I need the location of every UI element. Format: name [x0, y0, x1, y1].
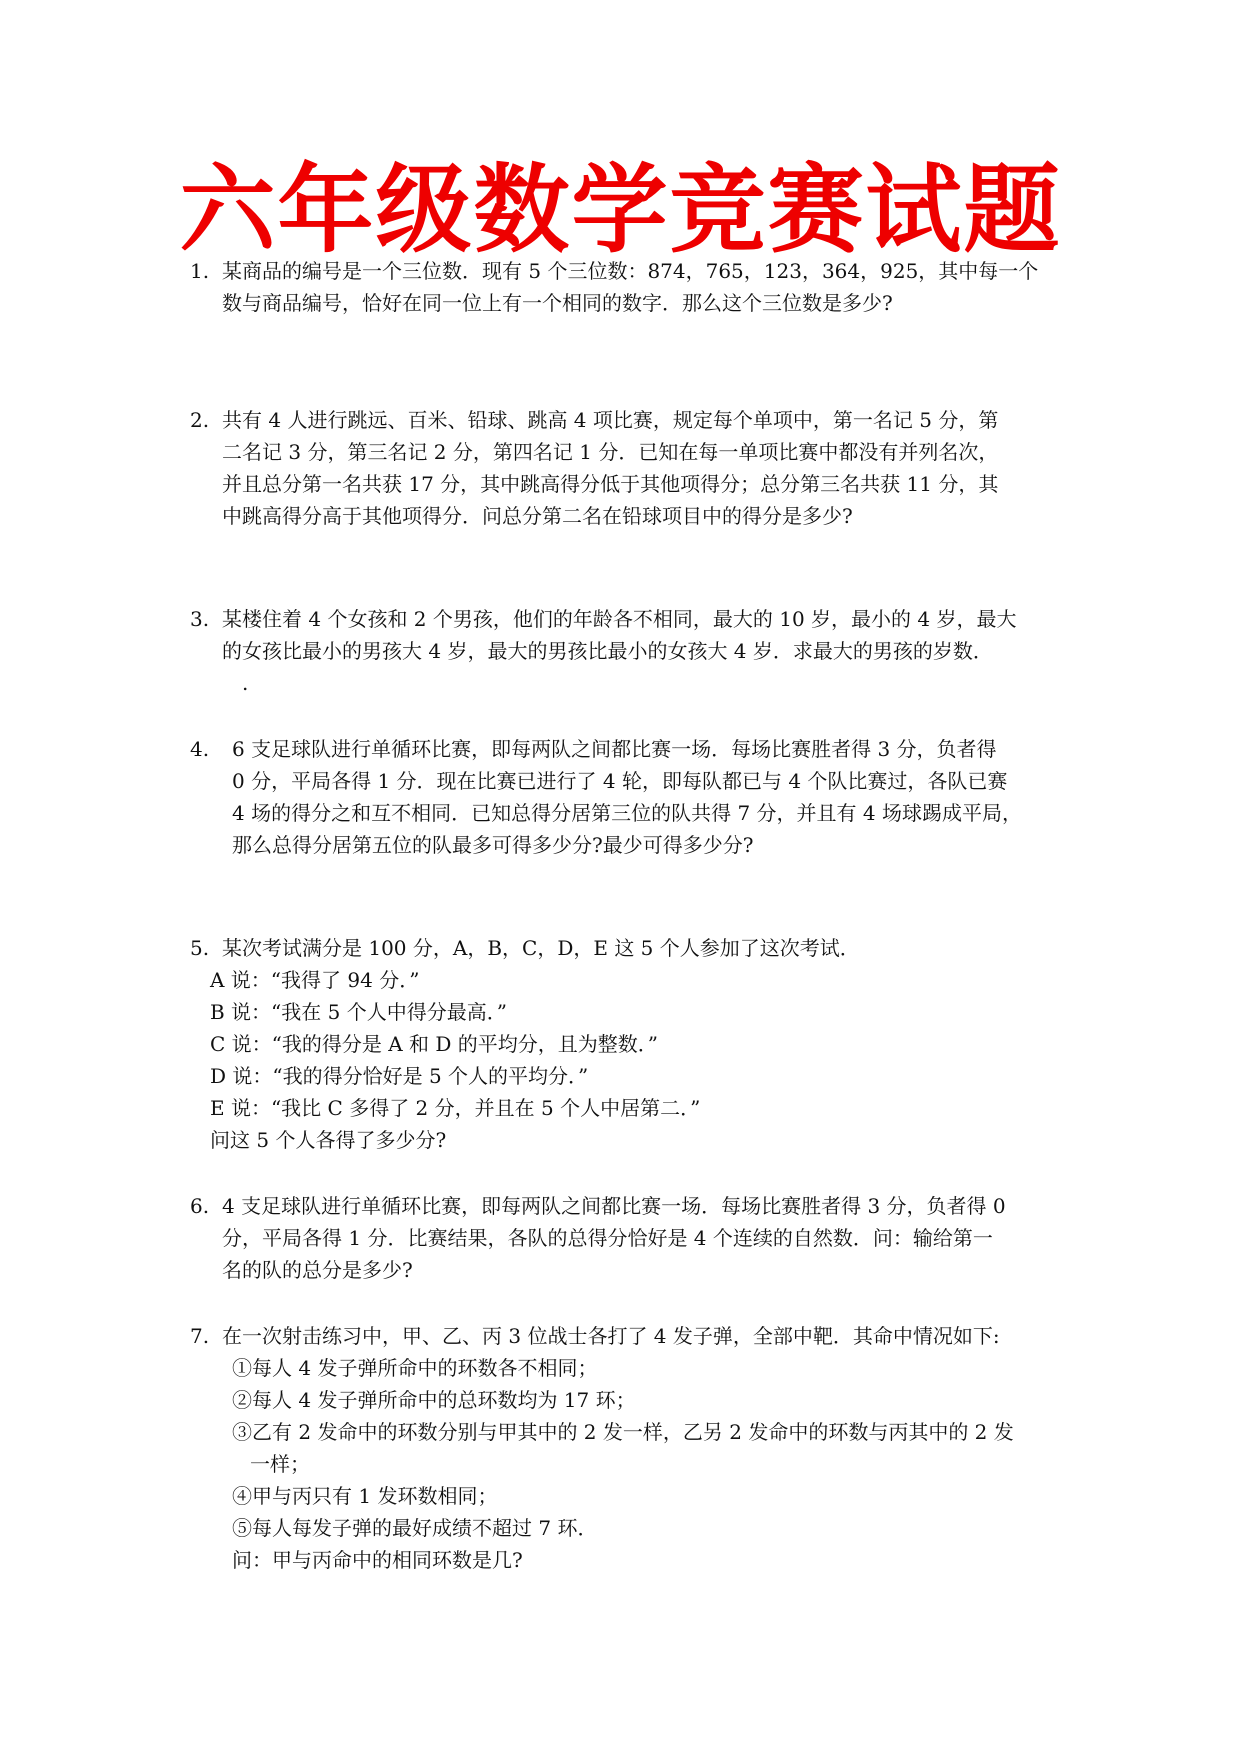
question-line: 4 支足球队进行单循环比赛，即每两队之间都比赛一场．每场比赛胜者得 3 分，负者得 0 [222, 1194, 1006, 1218]
question-line: 问这 5 个人各得了多少分? [210, 1128, 447, 1152]
question-line: 中跳高得分高于其他项得分．问总分第二名在铅球项目中的得分是多少? [222, 504, 853, 528]
question-line: 6 支足球队进行单循环比赛，即每两队之间都比赛一场．每场比赛胜者得 3 分，负者得 [232, 737, 997, 761]
question-line: E 说：“我比 C 多得了 2 分，并且在 5 个人中居第二．” [210, 1096, 701, 1120]
question-line: 名的队的总分是多少? [222, 1258, 413, 1282]
question-line: C 说：“我的得分是 A 和 D 的平均分，且为整数．” [210, 1032, 659, 1056]
question-line: 那么总得分居第五位的队最多可得多少分?最少可得多少分? [232, 833, 754, 857]
question-number: 7. [190, 1324, 210, 1348]
question-line: D 说：“我的得分恰好是 5 个人的平均分．” [210, 1064, 589, 1088]
question-line: 二名记 3 分，第三名记 2 分，第四名记 1 分．已知在每一单项比赛中都没有并列名次， [222, 440, 999, 464]
question-condition: ②每人 4 发子弹所命中的总环数均为 17 环； [232, 1388, 636, 1412]
question-line: 某次考试满分是 100 分，A，B，C，D，E 这 5 个人参加了这次考试． [222, 936, 860, 960]
question-line: 0 分，平局各得 1 分．现在比赛已进行了 4 轮，即每队都已与 4 个队比赛过，各队已赛 [232, 769, 1008, 793]
question-number: 6. [190, 1194, 210, 1218]
question-condition: ④甲与丙只有 1 发环数相同； [232, 1484, 498, 1508]
question-line: 4 场的得分之和互不相同．已知总得分居第三位的队共得 7 分，并且有 4 场球踢成平局， [232, 801, 1022, 825]
question-condition: ①每人 4 发子弹所命中的环数各不相同； [232, 1356, 598, 1380]
question-number: 4. [190, 737, 210, 761]
question-line: A 说：“我得了 94 分．” [210, 968, 420, 992]
question-line: B 说：“我在 5 个人中得分最高．” [210, 1000, 507, 1024]
question-line: 在一次射击练习中，甲、乙、丙 3 位战士各打了 4 发子弹，全部中靶．其命中情况如下: [222, 1324, 1000, 1348]
question-line: 并且总分第一名共获 17 分，其中跳高得分低于其他项得分；总分第三名共获 11 分，其 [222, 472, 999, 496]
question-number: 1. [190, 259, 210, 283]
question-line: 共有 4 人进行跳远、百米、铅球、跳高 4 项比赛，规定每个单项中，第一名记 5 分，第 [222, 408, 999, 432]
question-line: 某商品的编号是一个三位数．现有 5 个三位数：874，765，123，364，925，其中每一个 [222, 259, 1039, 283]
question-number: 3. [190, 607, 210, 631]
question-condition: ⑤每人每发子弹的最好成绩不超过 7 环． [232, 1516, 598, 1540]
question-line: 的女孩比最小的男孩大 4 岁，最大的男孩比最小的女孩大 4 岁．求最大的男孩的岁数． [222, 639, 993, 663]
question-number: 2. [190, 408, 210, 432]
question-line: . [242, 671, 249, 695]
page-title: 六年级数学竞赛试题 [179, 153, 1062, 266]
question-condition: 一样； [250, 1452, 310, 1476]
question-line: 某楼住着 4 个女孩和 2 个男孩，他们的年龄各不相同，最大的 10 岁，最小的 4 岁，最大 [222, 607, 1017, 631]
question-line: 问：甲与丙命中的相同环数是几? [232, 1548, 523, 1572]
question-line: 数与商品编号，恰好在同一位上有一个相同的数字．那么这个三位数是多少? [222, 291, 893, 315]
question-condition: ③乙有 2 发命中的环数分别与甲其中的 2 发一样，乙另 2 发命中的环数与丙其中的 2 发 [232, 1420, 1014, 1444]
question-line: 分，平局各得 1 分．比赛结果，各队的总得分恰好是 4 个连续的自然数．问：输给第一 [222, 1226, 993, 1250]
question-number: 5. [190, 936, 210, 960]
